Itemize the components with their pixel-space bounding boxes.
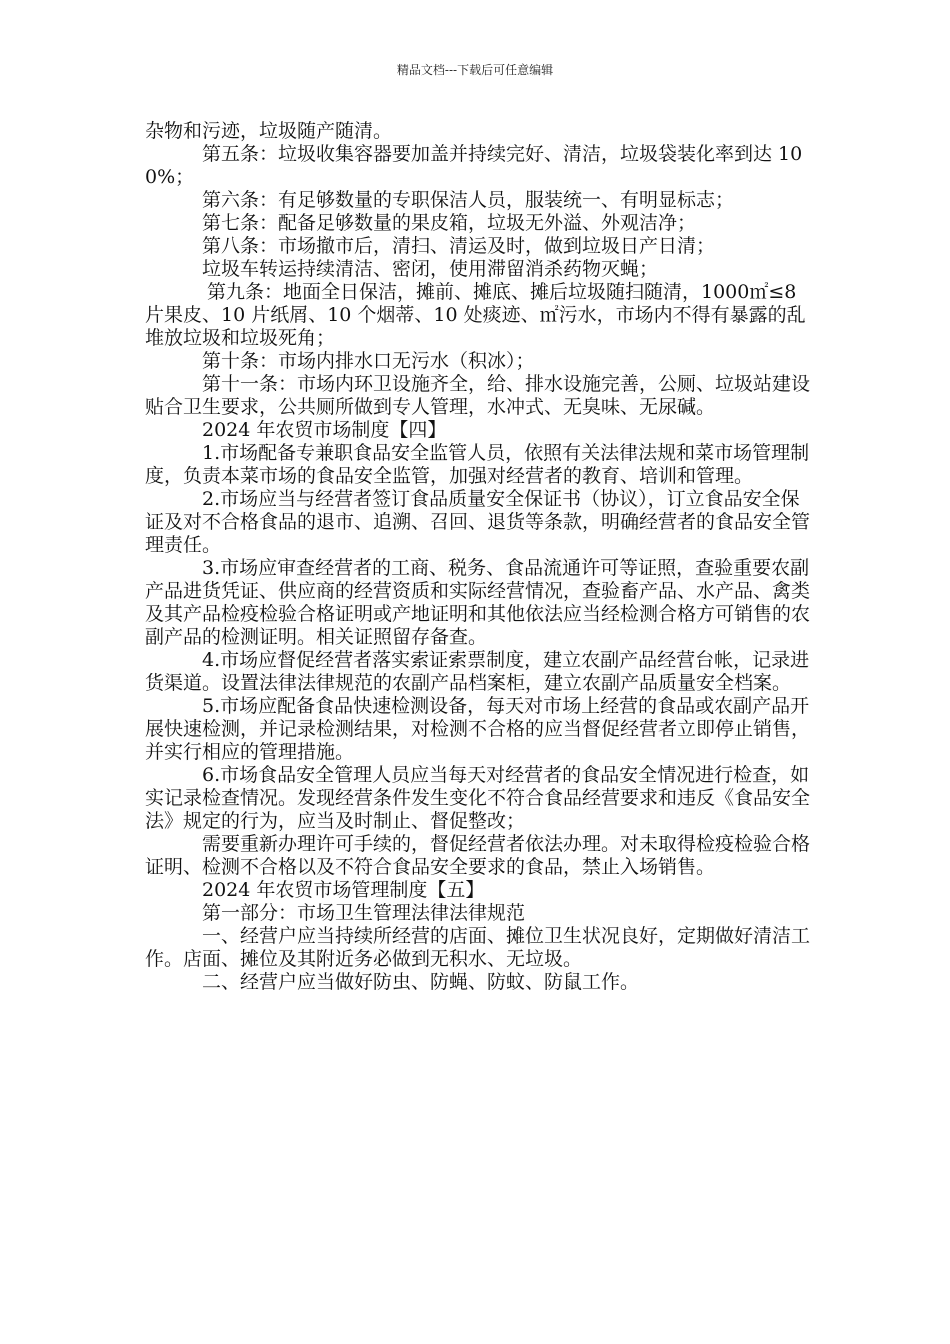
item-5: 5.市场应配备食品快速检测设备，每天对市场上经营的食品或农副产品开展快速检测，并记录检测结果，对检测不合格的应当督促经营者立即停止销售，并实行相应的管理措施。	[145, 695, 811, 763]
item-6-continued: 需要重新办理许可手续的，督促经营者依法办理。对未取得检疫检验合格证明、检测不合格以及不符合食品安全要求的食品，禁止入场销售。	[145, 833, 811, 878]
item-1: 1.市场配备专兼职食品安全监管人员，依照有关法律法规和菜市场管理制度，负责本菜市场的食品安全监管，加强对经营者的教育、培训和管理。	[145, 442, 810, 487]
part-1-heading: 第一部分：市场卫生管理法律法律规范	[202, 902, 526, 924]
paragraph-continuation: 杂物和污迹，垃圾随产随清。	[145, 120, 393, 142]
rule-1: 一、经营户应当持续所经营的店面、摊位卫生状况良好，定期做好清洁工作。店面、摊位及其附近务必做到无积水、无垃圾。	[145, 925, 811, 970]
page-header: 精品文档---下载后可任意编辑	[396, 63, 554, 77]
section-heading-4: 2024 年农贸市场制度【四】	[202, 419, 447, 441]
article-9: 第九条：地面全日保洁，摊前、摊底、摊后垃圾随扫随清，1000㎡≤8 片果皮、10 片纸屑、10 个烟蒂、10 处痰迹、㎡污水，市场内不得有暴露的乱堆放垃圾和垃圾死角；	[145, 281, 806, 349]
article-6: 第六条：有足够数量的专职保洁人员，服装统一、有明显标志；	[202, 189, 735, 211]
article-10: 第十条：市场内排水口无污水（积冰）；	[202, 350, 535, 372]
article-11: 第十一条：市场内环卫设施齐全，给、排水设施完善，公厕、垃圾站建设贴合卫生要求，公共厕所做到专人管理，水冲式、无臭味、无尿碱。	[145, 373, 811, 418]
item-4: 4.市场应督促经营者落实索证索票制度，建立农副产品经营台帐，记录进货渠道。设置法律法律规范的农副产品档案柜，建立农副产品质量安全档案。	[145, 649, 810, 694]
article-7: 第七条：配备足够数量的果皮箱，垃圾无外溢、外观洁净；	[202, 212, 697, 234]
article-8: 第八条：市场撤市后，清扫、清运及时，做到垃圾日产日清；	[202, 235, 716, 257]
item-2: 2.市场应当与经营者签订食品质量安全保证书（协议），订立食品安全保证及对不合格食品的退市、追溯、召回、退货等条款，明确经营者的食品安全管理责任。	[145, 488, 811, 556]
rule-2: 二、经营户应当做好防虫、防蝇、防蚊、防鼠工作。	[202, 971, 640, 993]
document-body	[145, 120, 815, 994]
article-5: 第五条：垃圾收集容器要加盖并持续完好、清洁，垃圾袋装化率到达 100%；	[145, 143, 803, 188]
item-3: 3.市场应审查经营者的工商、税务、食品流通许可等证照，查验重要农副产品进货凭证、供应商的经营资质和实际经营情况，查验畜产品、水产品、禽类及其产品检疫检验合格证明或产地证明和其他依法应当经检测合格方可销售的农副产品的检测证明。相关证照留存备查。	[145, 557, 811, 648]
article-8-continued: 垃圾车转运持续清洁、密闭，使用滞留消杀药物灭蝇；	[202, 258, 659, 280]
item-6: 6.市场食品安全管理人员应当每天对经营者的食品安全情况进行检查，如实记录检查情况。发现经营条件发生变化不符合食品经营要求和违反《食品安全法》规定的行为，应当及时制止、督促整改；	[145, 764, 811, 832]
section-heading-5: 2024 年农贸市场管理制度【五】	[202, 879, 485, 901]
